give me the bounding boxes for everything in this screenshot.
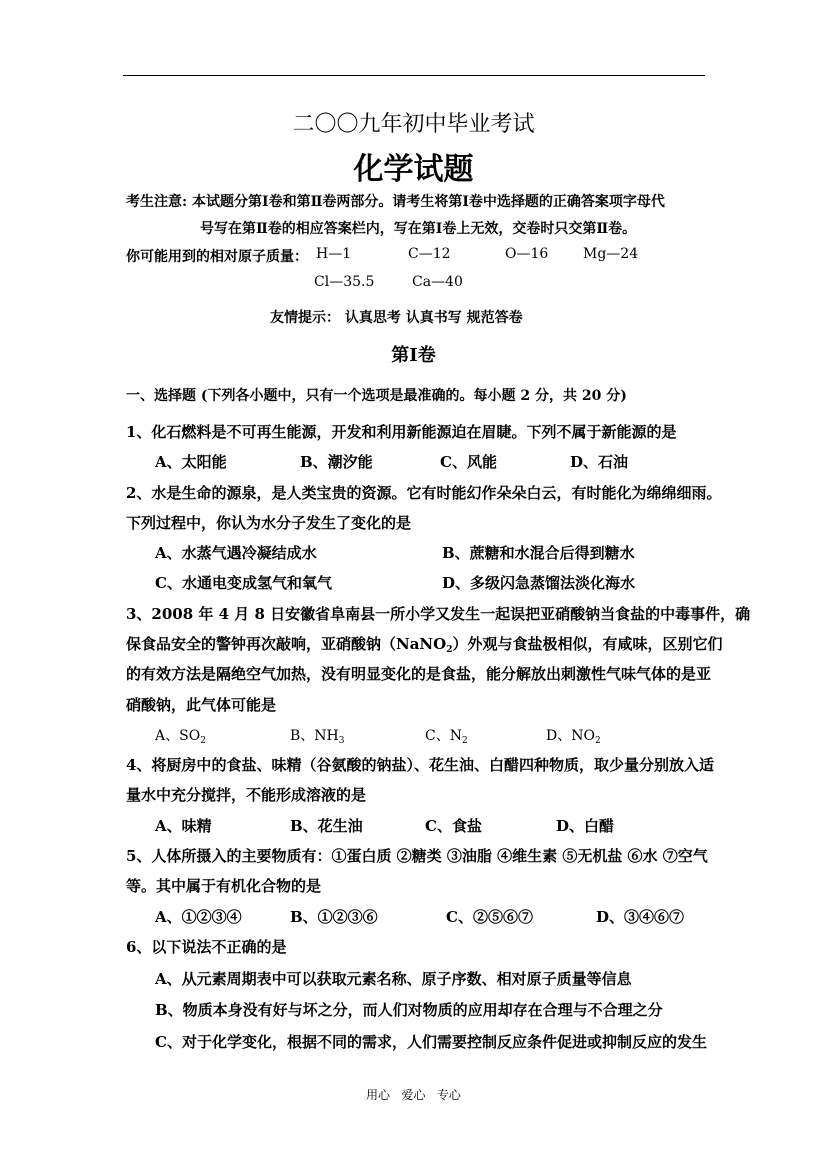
q2-option-d: D、多级闪急蒸馏法淡化海水	[442, 574, 636, 592]
q5-option-b: B、①②③⑥	[290, 908, 378, 926]
q3-stem-line-2-b: ）外观与食盐极相似，有咸味，区别它们	[452, 635, 723, 653]
q4-option-a: A、味精	[155, 817, 212, 835]
section-heading: 一、选择题 (下列各小题中，只有一个选项是最准确的。每小题 2 分，共 20 分)	[126, 388, 627, 404]
atomic-mass-cl: Cl—35.5	[314, 274, 375, 290]
q4-stem-line-2: 量水中充分搅拌，不能形成溶液的是	[126, 786, 367, 804]
q2-stem-line-1: 2、水是生命的源泉，是人类宝贵的资源。它有时能幻作朵朵白云，有时能化为绵绵细雨。	[126, 484, 722, 502]
subject-title: 化学试题	[353, 152, 474, 187]
q3-option-b-text: B、NH	[290, 728, 339, 744]
atomic-mass-o: O—16	[505, 246, 549, 262]
notice-line-1: 考生注意: 本试题分第Ⅰ卷和第Ⅱ卷两部分。请考生将第Ⅰ卷中选择题的正确答案项字母代	[126, 194, 665, 210]
q5-stem-line-1: 5、人体所摄入的主要物质有：①蛋白质 ②糖类 ③油脂 ④维生素 ⑤无机盐 ⑥水 ⑦空气	[126, 847, 708, 865]
volume-title: 第Ⅰ卷	[391, 345, 436, 366]
q1-option-b: B、潮汐能	[300, 453, 373, 471]
q4-option-b: B、花生油	[290, 817, 363, 835]
q3-option-a-text: A、SO	[155, 728, 201, 744]
q1-option-a: A、太阳能	[155, 453, 227, 471]
q6-option-c: C、对于化学变化，根据不同的需求，人们需要控制反应条件促进或抑制反应的发生	[155, 1033, 707, 1051]
q4-stem-line-1: 4、将厨房中的食盐、味精（谷氨酸的钠盐）、花生油、白醋四种物质，取少量分别放入适	[126, 756, 714, 774]
q1-option-c: C、风能	[440, 453, 497, 471]
q3-option-a-subscript: 2	[200, 736, 206, 746]
q3-stem-line-2	[126, 633, 723, 654]
friendly-tip: 友情提示： 认真思考 认真书写 规范答卷	[270, 310, 523, 326]
atomic-mass-label: 你可能用到的相对原子质量：	[126, 249, 308, 265]
q2-option-c: C、水通电变成氢气和氧气	[155, 574, 332, 592]
q5-option-d: D、③④⑥⑦	[596, 908, 685, 926]
q6-option-b: B、物质本身没有好与坏之分，而人们对物质的应用却存在合理与不合理之分	[155, 1001, 663, 1019]
q2-option-b: B、蔗糖和水混合后得到糖水	[442, 544, 635, 562]
atomic-mass-c: C—12	[408, 246, 451, 262]
q3-option-a	[155, 725, 206, 745]
q3-option-d	[546, 725, 601, 745]
q5-option-c: C、②⑤⑥⑦	[446, 908, 533, 926]
q3-stem-line-2-subscript: 2	[446, 645, 453, 655]
q5-option-a: A、①②③④	[155, 908, 242, 926]
atomic-mass-ca: Ca—40	[412, 274, 463, 290]
q4-option-c: C、食盐	[425, 817, 482, 835]
exam-title: 二〇〇九年初中毕业考试	[292, 112, 535, 137]
q5-stem-line-2: 等。其中属于有机化合物的是	[126, 877, 322, 895]
q3-stem-line-1: 3、2008 年 4 月 8 日安徽省阜南县一所小学又发生一起误把亚硝酸钠当食盐的中毒事件，确	[126, 605, 751, 623]
q3-option-b-subscript: 3	[338, 736, 345, 746]
q3-option-c-text: C、N	[425, 728, 462, 744]
q3-option-c	[425, 725, 468, 745]
q4-option-d: D、白醋	[556, 817, 615, 835]
q1-stem: 1、化石燃料是不可再生能源，开发和利用新能源迫在眉睫。下列不属于新能源的是	[126, 423, 677, 441]
atomic-mass-h: H—1	[316, 246, 352, 262]
atomic-mass-mg: Mg—24	[583, 246, 639, 262]
q3-stem-line-4: 硝酸钠，此气体可能是	[126, 696, 277, 714]
q6-option-a: A、从元素周期表中可以获取元素名称、原子序数、相对原子质量等信息	[155, 970, 632, 988]
q3-option-b	[290, 725, 344, 745]
q3-option-d-text: D、NO	[546, 728, 595, 744]
q3-option-d-subscript: 2	[594, 736, 601, 746]
q2-stem-line-2: 下列过程中，你认为水分子发生了变化的是	[126, 514, 412, 532]
notice-line-2: 号写在第Ⅱ卷的相应答案栏内，写在第Ⅰ卷上无效，交卷时只交第Ⅱ卷。	[200, 221, 637, 237]
q3-stem-line-3: 的有效方法是隔绝空气加热，没有明显变化的是食盐，能分解放出刺激性气味气体的是亚	[126, 665, 712, 683]
page-footer: 用心 爱心 专心	[366, 1088, 461, 1102]
q6-stem: 6、以下说法不正确的是	[126, 938, 287, 956]
q3-option-c-subscript: 2	[461, 736, 468, 746]
q2-option-a: A、水蒸气遇冷凝结成水	[155, 544, 317, 562]
q1-option-d: D、石油	[570, 453, 629, 471]
header-rule	[123, 75, 705, 76]
q3-stem-line-2-a: 保食品安全的警钟再次敲响，亚硝酸钠（NaNO	[126, 635, 447, 653]
